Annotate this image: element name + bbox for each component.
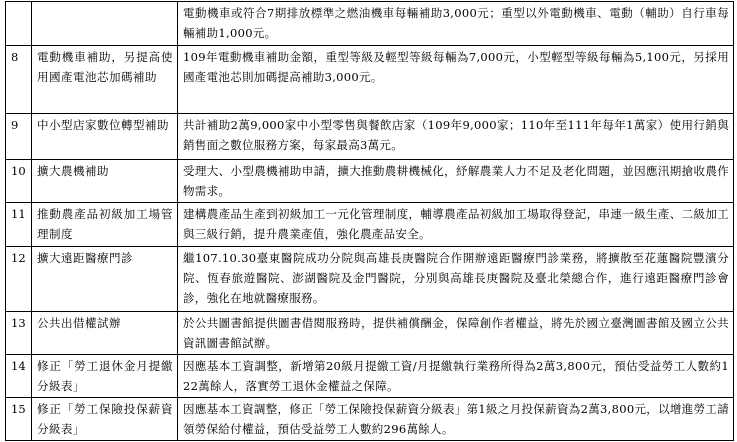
policy-table bbox=[5, 1, 734, 441]
measure-name: 擴大農機補助 bbox=[32, 160, 178, 203]
table-row bbox=[6, 247, 734, 312]
measure-description: 電動機車或符合7期排放標準之燃油機車每輛補助3,000元；重型以外電動機車、電動（輔助）自行車每輛補助1,000元。 bbox=[178, 2, 734, 46]
row-number: 10 bbox=[6, 160, 32, 203]
measure-name: 電動機車補助，另提高使用國產電池芯加碼補助 bbox=[32, 46, 178, 114]
row-number: 9 bbox=[6, 114, 32, 160]
measure-description: 於公共圖書館提供圖書借閱服務時，提供補償酬金，保障創作者權益，將先於國立臺灣圖書館及國立公共資訊圖書館試辦。 bbox=[178, 312, 734, 355]
measure-name: 推動農產品初級加工場管理制度 bbox=[32, 203, 178, 247]
row-number: 14 bbox=[6, 355, 32, 398]
measure-description: 受理大、小型農機補助申請，擴大推動農耕機械化，紓解農業人力不足及老化問題，並因應汛期搶收農作物需求。 bbox=[178, 160, 734, 203]
table-row bbox=[6, 2, 734, 46]
row-number bbox=[6, 2, 32, 46]
measure-description: 因應基本工資調整，新增第20級月提繳工資/月提繳執行業務所得為2萬3,800元，預估受益勞工人數約122萬餘人，落實勞工退休金權益之保障。 bbox=[178, 355, 734, 398]
row-number: 13 bbox=[6, 312, 32, 355]
measure-description: 共計補助2萬9,000家中小型零售與餐飲店家（109年9,000家；110年至111年每年1萬家）使用行銷與銷售面之數位服務方案，每家最高3萬元。 bbox=[178, 114, 734, 160]
row-number: 15 bbox=[6, 398, 32, 441]
row-number: 12 bbox=[6, 247, 32, 312]
measure-name: 修正「勞工退休金月提繳分級表」 bbox=[32, 355, 178, 398]
measure-name bbox=[32, 2, 178, 46]
table-row bbox=[6, 355, 734, 398]
measure-description: 因應基本工資調整，修正「勞工保險投保薪資分級表」第1級之月投保薪資為2萬3,800元，以增進勞工請領勞保給付權益，預估受益勞工人數約296萬餘人。 bbox=[178, 398, 734, 441]
measure-description: 繼107.10.30臺東醫院成功分院與高雄長庚醫院合作開辦遠距醫療門診業務，將擴散至花蓮醫院豐濱分院、恆春旅遊醫院、澎湖醫院及金門醫院，分別與高雄長庚醫院及臺北榮總合作，進行遠距醫療門診會診，強化在地就醫療服務。 bbox=[178, 247, 734, 312]
table-row bbox=[6, 312, 734, 355]
table-row bbox=[6, 398, 734, 441]
table-row bbox=[6, 114, 734, 160]
table-row bbox=[6, 160, 734, 203]
table-row bbox=[6, 46, 734, 114]
row-number: 8 bbox=[6, 46, 32, 114]
measure-name: 擴大遠距醫療門診 bbox=[32, 247, 178, 312]
measure-name: 中小型店家數位轉型補助 bbox=[32, 114, 178, 160]
measure-description: 建構農產品生產到初級加工一元化管理制度，輔導農產品初級加工場取得登記，串連一級生產、二級加工與三級行銷，提升農業產值，強化農產品安全。 bbox=[178, 203, 734, 247]
row-number: 11 bbox=[6, 203, 32, 247]
measure-description: 109年電動機車補助金額，重型等級及輕型等級每輛為7,000元，小型輕型等級每輛為5,100元，另採用國產電池芯則加碼提高補助3,000元。 bbox=[178, 46, 734, 114]
measure-name: 公共出借權試辦 bbox=[32, 312, 178, 355]
measure-name: 修正「勞工保險投保薪資分級表」 bbox=[32, 398, 178, 441]
table-row bbox=[6, 203, 734, 247]
